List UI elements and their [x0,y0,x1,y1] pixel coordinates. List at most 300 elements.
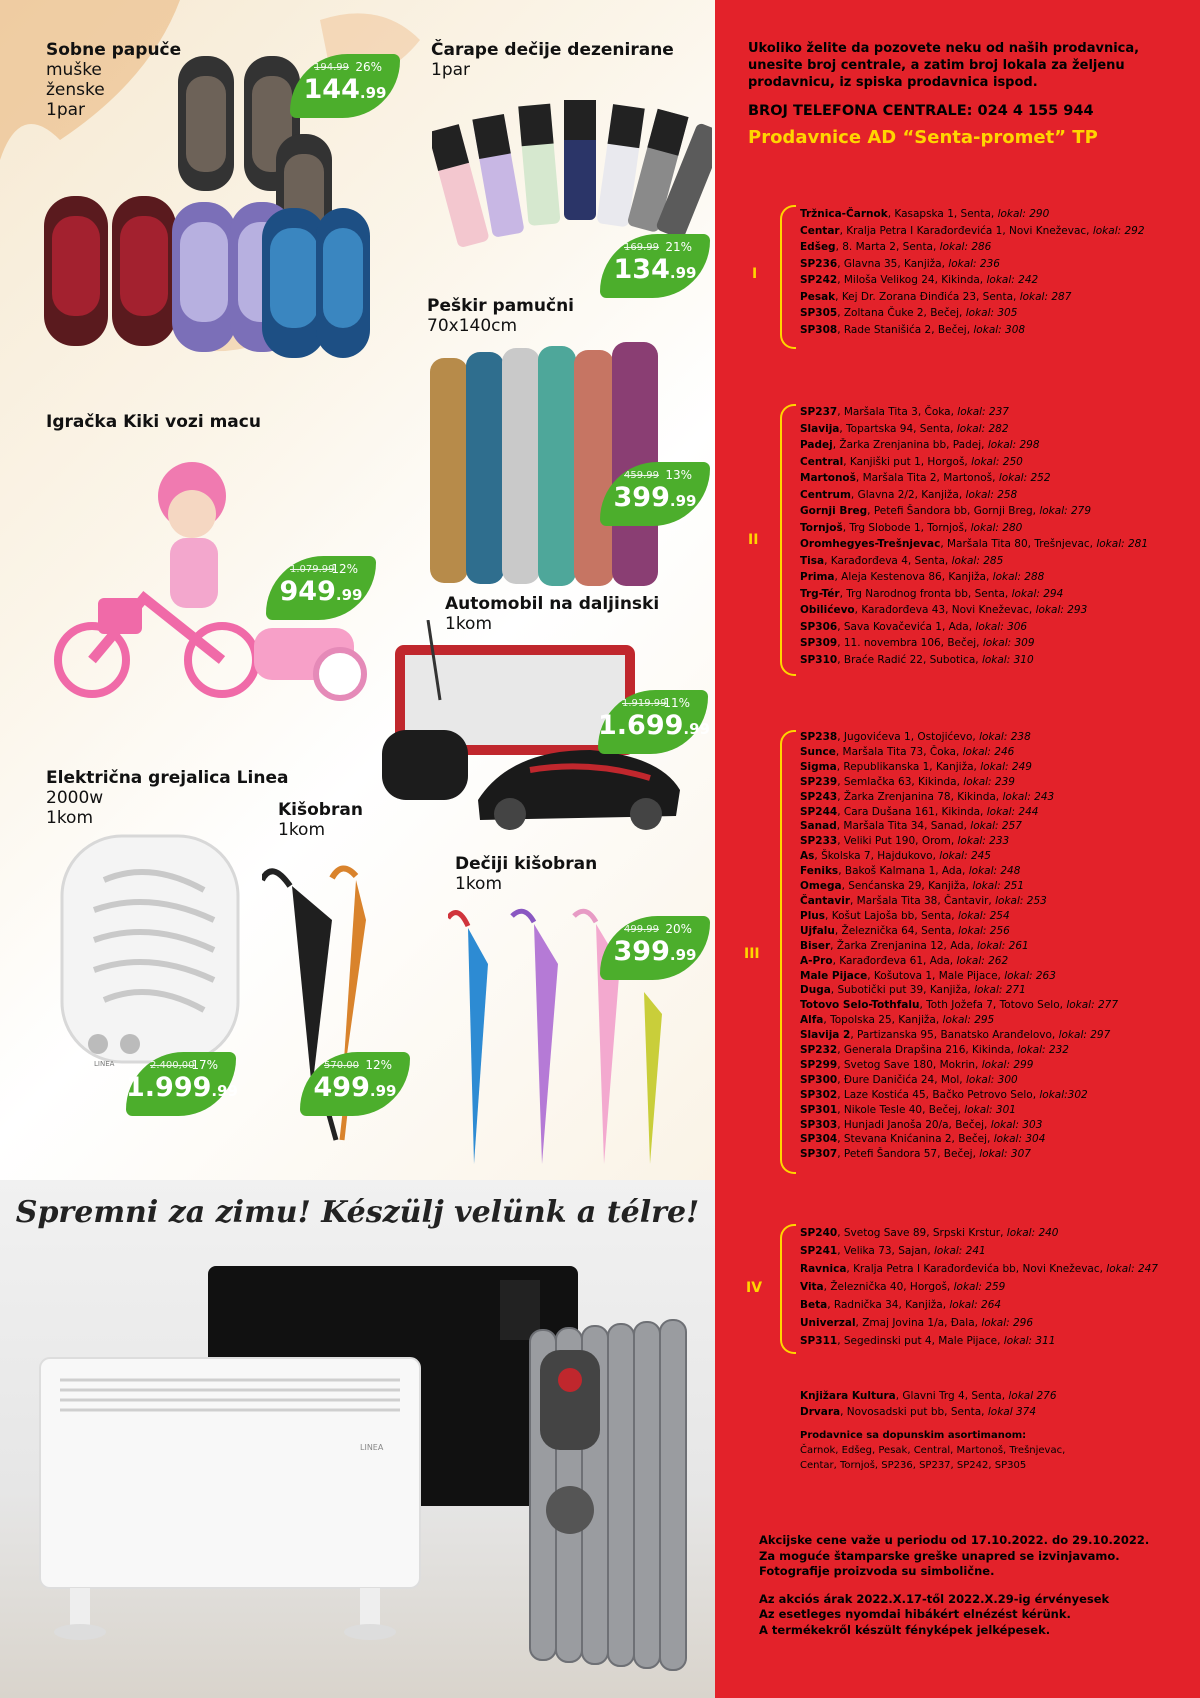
store-address: , 11. novembra 106, Bečej, [837,637,983,649]
product-title-heater: Električna grejalica Linea 2000w 1kom [46,768,289,828]
store-lokal: lokal: 259 [953,1281,1006,1293]
store-name: SP311 [800,1335,838,1347]
store-lokal: lokal: 307 [979,1148,1031,1161]
store-name: SP310 [800,653,838,666]
store-entry [800,239,1145,256]
store-name: Slavija 2 [800,1029,851,1042]
store-entry [800,1388,1057,1404]
store-lokal: lokal:302 [1039,1088,1088,1101]
store-entry [800,760,1118,775]
store-name: Biser [800,939,831,952]
store-address: , Zmaj Jovina 1/a, Đala, [855,1317,982,1329]
supplementary-line: Čarnok, Edšeg, Pesak, Central, Martonoš, Trešnjevac, [800,1445,1066,1456]
store-lokal: lokal: 262 [956,954,1009,967]
store-name: Tornjoš [800,521,843,534]
store-address: , Železnička 64, Senta, [834,924,959,937]
store-address: , Kralja Petra I Karađorđevića bb, Novi Kneževac, [846,1263,1107,1275]
store-name: Sigma [800,760,837,773]
store-address: , Generala Drapšina 216, Kikinda, [837,1044,1018,1057]
store-name: SP243 [800,790,838,803]
store-name: Trg-Tér [800,587,840,600]
store-name: SP241 [800,1245,838,1257]
store-lokal: lokal: 282 [956,422,1009,435]
store-name: Centrum [800,488,851,501]
store-address: , 8. Marta 2, Senta, [835,241,940,253]
store-name: Centar [800,224,840,237]
store-group-2 [800,404,1148,668]
store-entry [800,879,1118,894]
store-lokal: lokal: 294 [1011,587,1064,600]
store-lokal: lokal: 306 [975,620,1028,633]
store-lokal: lokal: 254 [957,909,1010,922]
footer-disclaimer [759,1533,1179,1638]
store-entry [800,454,1148,471]
group-label-1: I [752,266,758,282]
store-lokal: lokal: 256 [958,924,1010,937]
store-name: SP242 [800,274,838,286]
store-lokal: lokal: 246 [962,745,1015,758]
store-name: Martonoš [800,472,856,484]
store-entry [800,602,1148,619]
store-name: Oromhegyes-Trešnjevac [800,538,941,550]
store-address: , Miloša Velikog 24, Kikinda, [837,274,987,286]
fan-heater-image [54,830,244,1070]
store-entry [800,1296,1158,1314]
store-name: Vita [800,1281,824,1293]
store-name: Plus [800,909,826,922]
store-address: , Stevana Knićanina 2, Bečej, [837,1133,994,1146]
store-entry [800,864,1118,879]
store-address: , Partizanska 95, Banatsko Aranđelovo, [850,1029,1059,1042]
store-lokal: lokal: 263 [1004,969,1056,982]
store-address: , Bakoš Kalmana 1, Ada, [838,865,969,878]
store-lokal: lokal: 285 [951,554,1004,567]
extra-stores [800,1388,1057,1420]
store-name: SP304 [800,1133,838,1146]
store-name: Čantavir [800,894,850,907]
store-address: , Jugovićeva 1, Ostojićevo, [837,731,980,743]
store-lokal: lokal: 250 [971,455,1023,468]
store-address: , Kasapska 1, Senta, [887,208,998,220]
store-address: , Karađorđeva 4, Senta, [824,554,952,567]
store-entry [800,1332,1158,1350]
store-address: , Košut Lajoša bb, Senta, [825,909,958,922]
store-lokal: lokal: 311 [1003,1335,1056,1347]
store-lokal: lokal: 251 [972,880,1025,893]
store-address: , Maršala Tita 73, Čoka, [835,745,963,758]
footer-line: Az akciós árak 2022.X.17-től 2022.X.29-ig érvényesek [759,1591,1110,1606]
store-lokal: lokal: 261 [977,939,1029,952]
store-name: SP306 [800,620,838,633]
store-address: , Žarka Zrenjanina 12, Ada, [830,939,977,952]
store-entry [800,503,1148,520]
store-address: , Maršala Tita 80, Trešnjevac, [940,538,1097,550]
price-badge-slippers: 194.99 26% 144.99 [290,54,400,118]
store-entry [800,1043,1118,1058]
store-entry [800,223,1145,240]
store-lokal: lokal: 242 [986,274,1039,286]
store-address: , Segedinski put 4, Male Pijace, [837,1335,1004,1347]
store-address: , Svetog Save 180, Mokrin, [837,1058,982,1071]
price-badge-towels: 459.99 13% 399.99 [600,462,710,526]
store-lokal: lokal: 248 [968,865,1021,878]
store-address: , Senćanska 29, Kanjiža, [841,880,973,893]
store-address: , Žarka Zrenjanina 78, Kikinda, [837,790,1003,803]
store-lokal: lokal: 241 [934,1245,986,1257]
store-address: , Školska 7, Hajdukovo, [814,850,940,863]
price-badge-umbrella: 570.00 12% 499.99 [300,1052,410,1116]
store-entry [800,1028,1118,1043]
store-entry [800,805,1118,820]
store-address: , Trg Narodnog fronta bb, Senta, [839,587,1012,600]
store-lokal: lokal: 279 [1039,505,1092,517]
slogan: Spremni za zimu! Készülj velünk a télre! [15,1195,700,1230]
store-name: SP300 [800,1073,838,1086]
store-address: , Kralja Petra I Karađorđevića 1, Novi Kneževac, [839,224,1093,237]
store-address: , Karađorđeva 61, Ada, [832,954,957,967]
store-entry [800,635,1148,652]
store-address: , Železnička 40, Horgoš, [823,1281,954,1293]
store-address: , Topartska 94, Senta, [839,422,957,435]
store-entry [800,1058,1118,1073]
store-lokal: lokal: 303 [990,1118,1043,1131]
store-name: SP309 [800,637,838,649]
stores-heading: Prodavnice AD “Senta-promet” TP [748,127,1098,148]
store-name: Sunce [800,745,836,758]
store-lokal: lokal: 309 [982,637,1035,649]
store-address: , Košutova 1, Male Pijace, [867,969,1005,982]
store-lokal: lokal: 305 [965,307,1018,319]
store-name: Totovo Selo-Tothfalu [800,999,920,1012]
product-title-toy: Igračka Kiki vozi macu [46,412,261,432]
store-name: Obilićevo [800,604,855,616]
store-name: Drvara [800,1406,841,1418]
store-address: , Zoltana Čuke 2, Bečej, [837,307,966,319]
store-address: , Sava Kovačevića 1, Ada, [837,620,976,633]
supplementary-stores [800,1428,1065,1473]
store-entry [800,819,1118,834]
store-entry [800,520,1148,537]
store-entry [800,954,1118,969]
store-address: , Glavna 2/2, Kanjiža, [850,488,966,501]
store-address: , Svetog Save 89, Srpski Krstur, [837,1227,1007,1239]
footer-line: A termékekről készült fényképek jelképesek. [759,1622,1051,1637]
store-lokal: lokal: 232 [1017,1044,1069,1057]
heater-brand-label: LINEA [94,1060,115,1068]
store-lokal: lokal: 280 [970,521,1023,534]
store-address: , Rade Stanišića 2, Bečej, [837,323,974,336]
panel-heater-brand-label: LINEA [360,1443,384,1452]
store-entry [800,487,1148,504]
product-title-slippers: Sobne papuče muške ženske 1par [46,40,182,120]
store-lokal: lokal: 300 [965,1073,1018,1086]
heaters-image [0,1250,715,1698]
store-entry [800,305,1145,322]
store-address: , Veliki Put 190, Orom, [837,835,958,848]
store-entry [800,553,1148,570]
store-entry [800,1103,1118,1118]
store-address: , Toth Jožefa 7, Totovo Selo, [919,999,1067,1012]
store-lokal: lokal: 286 [939,241,992,253]
store-entry [800,470,1148,487]
store-name: SP232 [800,1044,838,1057]
store-entry [800,998,1118,1013]
store-name: Alfa [800,1014,824,1027]
store-name: SP244 [800,805,838,818]
store-entry [800,536,1148,553]
price-badge-heater: 2.400,00 17% 1.999.99 [126,1052,236,1116]
store-name: Prima [800,571,835,583]
store-entry [800,1073,1118,1088]
group-brace-1 [780,205,796,349]
store-entry [800,1088,1118,1103]
store-name: Edšeg [800,241,836,253]
store-entry [800,289,1145,306]
store-entry [800,730,1118,745]
store-name: SP299 [800,1058,838,1071]
store-lokal: lokal: 258 [965,488,1018,501]
store-entry [800,569,1148,586]
store-entry [800,909,1118,924]
store-lokal: lokal 276 [1008,1390,1057,1402]
store-name: Slavija [800,422,840,435]
store-address: , Hunjadi Janoša 20/a, Bečej, [837,1118,991,1131]
supplementary-title: Prodavnice sa dopunskim asortimanom: [800,1430,1027,1441]
store-group-4 [800,1224,1158,1350]
store-entry [800,1314,1158,1332]
store-name: SP237 [800,406,838,418]
store-name: Central [800,455,844,468]
store-address: , Novosadski put bb, Senta, [840,1406,988,1418]
store-address: , Cara Dušana 161, Kikinda, [837,805,987,818]
store-address: , Republikanska 1, Kanjiža, [836,760,981,773]
store-lokal: lokal: 293 [1035,604,1088,616]
store-entry [800,983,1118,998]
store-name: Gornji Breg [800,505,868,517]
store-lokal: lokal: 247 [1106,1263,1158,1275]
store-address: , Maršala Tita 34, Sanad, [836,820,971,833]
store-entry [800,790,1118,805]
store-lokal: lokal: 296 [981,1317,1034,1329]
price-badge-rc-car: 1.919.99 11% 1.699.99 [598,690,708,754]
store-entry [800,421,1148,438]
store-lokal: lokal: 281 [1096,538,1149,550]
store-address: , Maršala Tita 2, Martonoš, [855,472,999,484]
store-entry [800,775,1118,790]
store-entry [800,586,1148,603]
store-name: SP308 [800,323,838,336]
store-name: Feniks [800,865,839,878]
store-lokal: lokal: 236 [948,257,1000,270]
store-entry [800,1278,1158,1296]
store-lokal: lokal 374 [987,1406,1037,1418]
store-entry [800,745,1118,760]
footer-line: Za moguće štamparske greške unapred se izvinjavamo. [759,1548,1120,1563]
product-title-socks: Čarape dečije dezenirane 1par [431,40,674,80]
store-entry [800,939,1118,954]
store-name: SP239 [800,775,838,788]
store-lokal: lokal: 237 [957,406,1009,418]
store-entry [800,619,1148,636]
store-lokal: lokal: 277 [1066,999,1119,1012]
store-name: Pesak [800,290,836,303]
store-name: SP303 [800,1118,838,1131]
store-address: , Aleja Kestenova 86, Kanjiža, [834,571,993,583]
store-entry [800,1224,1158,1242]
store-name: Tržnica-Čarnok [800,208,888,220]
store-entry [800,1013,1118,1028]
store-entry [800,322,1145,339]
store-address: , Subotički put 39, Kanjiža, [830,984,975,997]
store-address: , Laze Kostića 45, Bačko Petrovo Selo, [837,1088,1040,1101]
store-lokal: lokal: 301 [964,1103,1016,1116]
store-address: , Semlačka 63, Kikinda, [837,775,964,788]
store-lokal: lokal: 238 [979,731,1031,743]
store-lokal: lokal: 271 [974,984,1026,997]
store-entry [800,404,1148,421]
store-entry [800,272,1145,289]
store-address: , Petefi Šandora bb, Gornji Breg, [867,505,1040,517]
store-address: , Kej Dr. Zorana Đinđića 23, Senta, [835,290,1020,303]
store-group-1 [800,206,1145,338]
store-name: SP240 [800,1227,838,1239]
store-lokal: lokal: 243 [1002,790,1055,803]
store-address: , Braće Radić 22, Subotica, [837,653,982,666]
store-name: Ujfalu [800,924,835,937]
group-brace-3 [780,730,796,1174]
store-entry [800,437,1148,454]
store-lokal: lokal: 239 [963,775,1015,788]
store-name: Tisa [800,554,825,567]
store-entry [800,1132,1118,1147]
store-address: , Trg Slobode 1, Tornjoš, [842,521,971,534]
store-lokal: lokal: 257 [970,820,1022,833]
store-entry [800,924,1118,939]
store-lokal: lokal: 299 [981,1058,1034,1071]
store-entry [800,652,1148,669]
store-name: SP238 [800,731,838,743]
store-name: SP305 [800,307,838,319]
store-name: SP233 [800,835,838,848]
stores-intro: Ukoliko želite da pozovete neku od naših prodavnica, unesite broj centrale, a zatim broj lokala za željenu prodavnicu, iz spiska prodavnica ispod. [748,41,1140,90]
store-address: , Karađorđeva 43, Novi Kneževac, [854,604,1036,616]
store-name: A-Pro [800,954,833,967]
store-lokal: lokal: 233 [957,835,1010,848]
footer-line: Akcijske cene važe u periodu od 17.10.2022. do 29.10.2022. [759,1533,1150,1547]
price-badge-socks: 169.99 21% 134.99 [600,234,710,298]
group-label-2: II [748,532,759,548]
product-title-rc-car: Automobil na daljinski 1kom [445,594,660,634]
store-address: , Radnička 34, Kanjiža, [827,1299,950,1311]
store-entry [800,894,1118,909]
store-name: SP307 [800,1148,838,1161]
group-label-4: IV [746,1280,763,1296]
store-address: , Topolska 25, Kanjiža, [823,1014,943,1027]
footer-line: Az esetleges nyomdai hibákért elnézést kérünk. [759,1607,1071,1621]
store-name: SP236 [800,257,838,270]
store-entry [800,1118,1118,1133]
store-lokal: lokal: 310 [981,653,1034,666]
store-name: SP302 [800,1088,838,1101]
store-address: , Velika 73, Sajan, [837,1245,935,1257]
central-phone: BROJ TELEFONA CENTRALE: 024 4 155 944 [748,103,1094,119]
store-entry [800,969,1118,984]
store-name: Male Pijace [800,969,868,982]
footer-line [759,1580,1179,1592]
store-lokal: lokal: 297 [1058,1029,1111,1042]
store-lokal: lokal: 240 [1006,1227,1059,1239]
store-entry [800,834,1118,849]
price-badge-toy: 1.079.99 12% 949.99 [266,556,376,620]
store-lokal: lokal: 290 [997,208,1050,220]
store-lokal: lokal: 308 [973,323,1026,336]
group-label-3: III [744,946,760,962]
store-lokal: lokal: 292 [1092,224,1145,237]
store-name: Sanad [800,820,837,833]
store-entry [800,256,1145,273]
winter-heaters-banner [0,1180,715,1698]
store-lokal: lokal: 249 [980,760,1032,773]
store-entry [800,1242,1158,1260]
product-title-umbrella: Kišobran 1kom [278,800,363,840]
store-address: , Nikole Tesle 40, Bečej, [837,1103,965,1116]
store-name: Beta [800,1299,828,1311]
store-name: Omega [800,880,842,893]
store-address: , Maršala Tita 3, Čoka, [837,406,958,418]
store-address: , Kanjiški put 1, Horgoš, [843,455,972,468]
store-lokal: lokal: 253 [995,894,1047,907]
store-lokal: lokal: 288 [992,571,1045,583]
store-entry [800,1260,1158,1278]
store-name: SP301 [800,1103,838,1116]
store-group-3 [800,730,1118,1162]
store-entry [800,849,1118,864]
store-address: , Žarka Zrenjanina bb, Padej, [832,439,988,451]
product-title-towels: Peškir pamučni 70x140cm [427,296,575,336]
group-brace-2 [780,404,796,676]
store-name: Ravnica [800,1263,847,1275]
store-lokal: lokal: 245 [939,850,991,863]
supplementary-line: Centar, Tornjoš, SP236, SP237, SP242, SP305 [800,1460,1027,1471]
store-lokal: lokal: 252 [998,472,1051,484]
store-lokal: lokal: 264 [949,1299,1002,1311]
store-name: Knjižara Kultura [800,1390,896,1402]
store-name: As [800,850,815,863]
price-badge-kids-umbrella: 499.99 20% 399.99 [600,916,710,980]
store-name: Padej [800,439,833,451]
store-address: , Glavni Trg 4, Senta, [895,1390,1009,1402]
group-brace-4 [780,1224,796,1354]
store-entry [800,1147,1118,1162]
socks-image [432,80,712,250]
store-lokal: lokal: 298 [987,439,1040,451]
store-address: , Petefi Šandora 57, Bečej, [837,1148,980,1161]
store-lokal: lokal: 304 [993,1133,1046,1146]
store-name: Duga [800,984,831,997]
store-entry [800,1404,1057,1420]
footer-line: Fotografije proizvoda su simbolične. [759,1564,995,1578]
store-address: , Đure Daničića 24, Mol, [837,1073,966,1086]
store-address: , Maršala Tita 38, Čantavir, [850,894,996,907]
store-entry [800,206,1145,223]
store-address: , Glavna 35, Kanjiža, [837,257,949,270]
products-area [0,0,715,1180]
store-lokal: lokal: 287 [1019,290,1072,303]
store-lokal: lokal: 295 [942,1014,995,1027]
store-name: Univerzal [800,1317,856,1329]
product-title-kids-umbrella: Dečiji kišobran 1kom [455,854,598,894]
store-lokal: lokal: 244 [986,805,1039,818]
